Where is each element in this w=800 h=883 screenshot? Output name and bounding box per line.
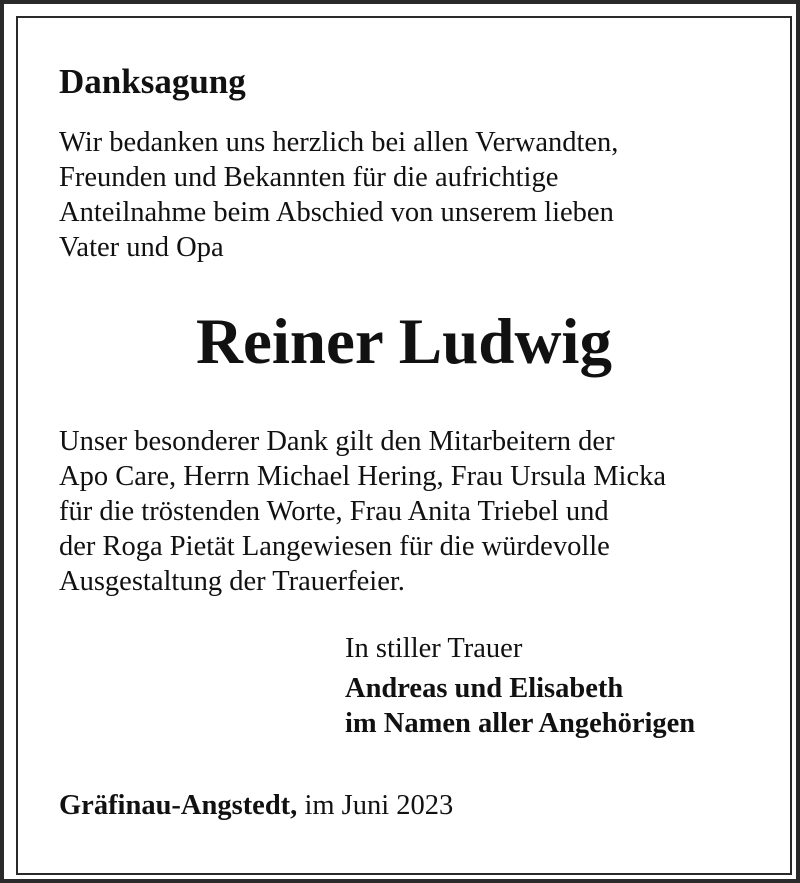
- deceased-name: Reiner Ludwig: [196, 306, 612, 378]
- salutation: In stiller Trauer: [345, 633, 523, 664]
- intro-line: Freunden und Bekannten für die aufrichtige: [59, 162, 559, 193]
- thanks-line: der Roga Pietät Langewiesen für die würdevolle: [59, 531, 610, 562]
- thanks-text: [59, 424, 779, 599]
- intro-line: Anteilnahme beim Abschied von unserem lieben: [59, 197, 614, 228]
- thanks-line: Apo Care, Herrn Michael Hering, Frau Ursula Micka: [59, 461, 667, 492]
- place: Gräfinau-Angstedt,: [59, 790, 298, 821]
- intro-line: Vater und Opa: [59, 232, 224, 263]
- place-date: [59, 788, 453, 823]
- signers: [345, 671, 785, 741]
- date: im Juni 2023: [304, 790, 454, 821]
- signer-line: Andreas und Elisabeth: [345, 673, 624, 704]
- thanks-line: für die tröstenden Worte, Frau Anita Triebel und: [59, 496, 609, 527]
- thanks-line: Unser besonderer Dank gilt den Mitarbeitern der: [59, 426, 615, 457]
- closing-block: [345, 631, 785, 741]
- intro-text: [59, 125, 759, 265]
- heading: Danksagung: [59, 62, 246, 101]
- signer-line: im Namen aller Angehörigen: [345, 708, 696, 739]
- thanks-line: Ausgestaltung der Trauerfeier.: [59, 566, 405, 597]
- intro-line: Wir bedanken uns herzlich bei allen Verwandten,: [59, 127, 619, 158]
